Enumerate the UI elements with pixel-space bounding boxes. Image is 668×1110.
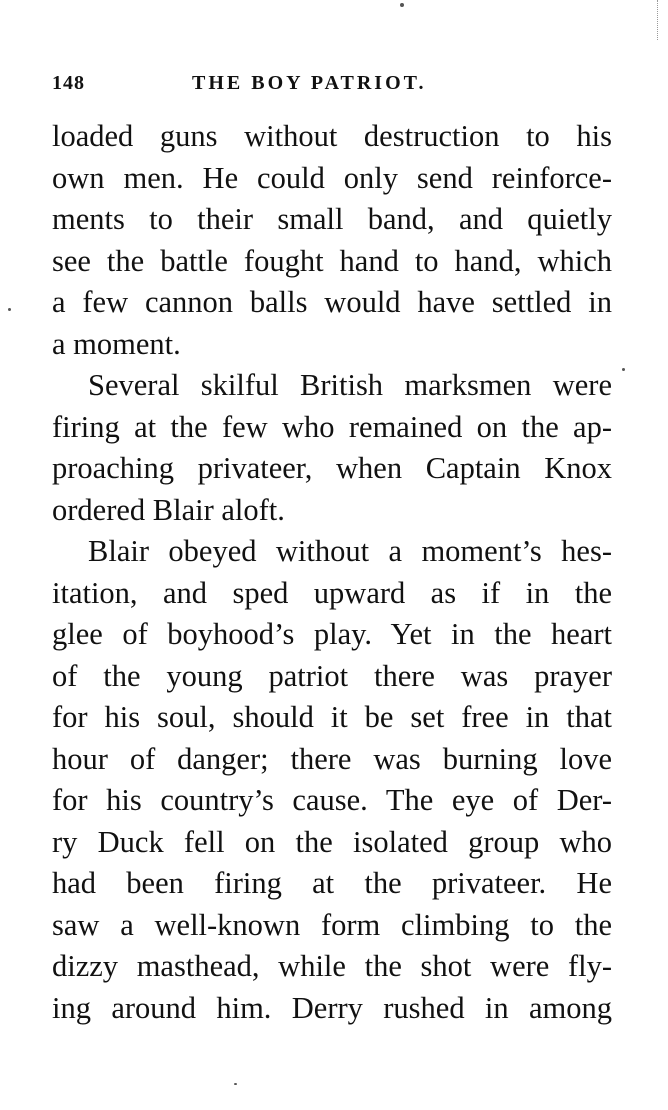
text-line: see the battle fought hand to hand, which: [52, 243, 612, 278]
running-title: THE BOY PATRIOT.: [192, 72, 427, 94]
text-line: proaching privateer, when Captain Knox: [52, 451, 612, 485]
page-edge-mark: [657, 0, 668, 40]
page-number: 148: [52, 72, 85, 94]
text-line: saw a well-known form climbing to the: [52, 907, 612, 942]
text-line: hour of danger; there was burning love: [52, 741, 612, 776]
text-line: glee of boyhood’s play. Yet in the heart: [52, 617, 612, 651]
text-line: Several skilful British marksmen were: [88, 368, 612, 402]
paragraph: [52, 365, 612, 531]
print-speck: [234, 1083, 237, 1085]
paragraph: [52, 116, 612, 365]
text-line: itation, and sped upward as if in the: [52, 575, 612, 610]
text-line: ordered Blair aloft.: [52, 492, 285, 527]
text-line: a few cannon balls would have settled in: [52, 285, 612, 319]
text-line: loaded guns without destruction to his: [52, 119, 612, 153]
text-line: ing around him. Derry rushed in among: [52, 990, 612, 1025]
paragraph: [52, 531, 612, 1029]
running-head: [52, 72, 612, 102]
text-line: Blair obeyed without a moment’s hes-: [88, 534, 612, 568]
text-line: ments to their small band, and quietly: [52, 202, 612, 236]
text-line: firing at the few who remained on the ap-: [52, 409, 612, 444]
text-line: of the young patriot there was prayer: [52, 658, 612, 693]
text-line: had been firing at the privateer. He: [52, 866, 612, 900]
body-text: [52, 116, 612, 1029]
print-speck: [622, 368, 625, 371]
text-line: for his country’s cause. The eye of Der-: [52, 783, 612, 817]
text-line: ry Duck fell on the isolated group who: [52, 824, 612, 859]
text-line: own men. He could only send reinforce-: [52, 160, 612, 195]
text-line: for his soul, should it be set free in that: [52, 700, 612, 734]
print-speck: [400, 3, 404, 7]
text-line: a moment.: [52, 326, 181, 361]
print-speck: [8, 308, 11, 311]
text-line: dizzy masthead, while the shot were fly-: [52, 949, 612, 983]
